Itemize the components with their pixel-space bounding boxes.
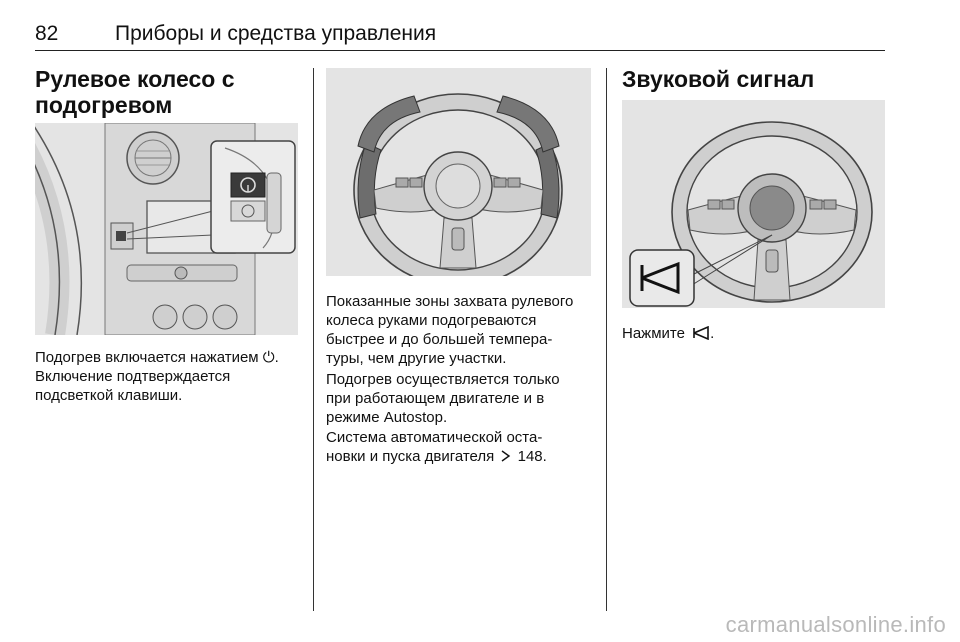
text-line: туры, чем другие участки.: [326, 350, 507, 367]
page-reference-link[interactable]: 148.: [517, 448, 547, 465]
dashboard-illustration: [35, 123, 298, 335]
running-title: Приборы и средства управления: [115, 22, 437, 45]
text-line: быстрее и до большей темпера-: [326, 331, 553, 348]
text-line: при работающем двигателе и в: [326, 390, 545, 407]
paragraph-heating-activation: [35, 348, 279, 405]
figure-steering-wheel-heated-zones: [326, 68, 591, 276]
figure-steering-wheel-horn: [622, 100, 885, 308]
text-line: Включение подтверждается: [35, 368, 231, 385]
text-line: режиме Autostop.: [326, 409, 448, 426]
text-line: Показанные зоны захвата рулевого: [326, 293, 574, 310]
text-line: колеса руками подогреваются: [326, 312, 537, 329]
text-line: Подогрев включается нажатием ⏻.: [35, 349, 279, 366]
page-reference-arrow-icon: [500, 450, 511, 462]
text-line: [622, 324, 714, 343]
text-fragment: новки и пуска двигателя: [326, 448, 495, 465]
page-header: [35, 8, 885, 48]
heading-line: подогревом: [35, 92, 173, 118]
figure-dashboard-heated-wheel-button: [35, 123, 298, 335]
heading-line: Рулевое колесо с: [35, 66, 235, 92]
steering-wheel-zones-illustration: [326, 68, 591, 276]
section-heading-horn: Звуковой сигнал: [622, 66, 815, 92]
paragraph-horn-instruction: [622, 324, 714, 343]
text-fragment: .: [710, 325, 715, 342]
column-divider-2: [606, 68, 607, 611]
horn-icon: [692, 326, 710, 340]
paragraph-engine-condition: [326, 370, 560, 427]
header-rule: [35, 50, 885, 51]
text-line: Подогрев осуществляется только: [326, 371, 560, 388]
text-line-with-ref: [326, 447, 547, 466]
text-fragment: Нажмите: [622, 325, 685, 342]
column-divider-1: [313, 68, 314, 611]
paragraph-heated-zones: [326, 292, 573, 368]
text-line: Система автоматической оста-: [326, 429, 543, 446]
horn-steering-wheel-illustration: [622, 100, 885, 308]
footer-watermark: carmanualsonline.info: [725, 612, 946, 637]
section-heading-heated-wheel: [35, 66, 235, 118]
page-number: 82: [35, 22, 59, 45]
paragraph-autostop-reference: [326, 428, 547, 466]
text-line: подсветкой клавиши.: [35, 387, 183, 404]
